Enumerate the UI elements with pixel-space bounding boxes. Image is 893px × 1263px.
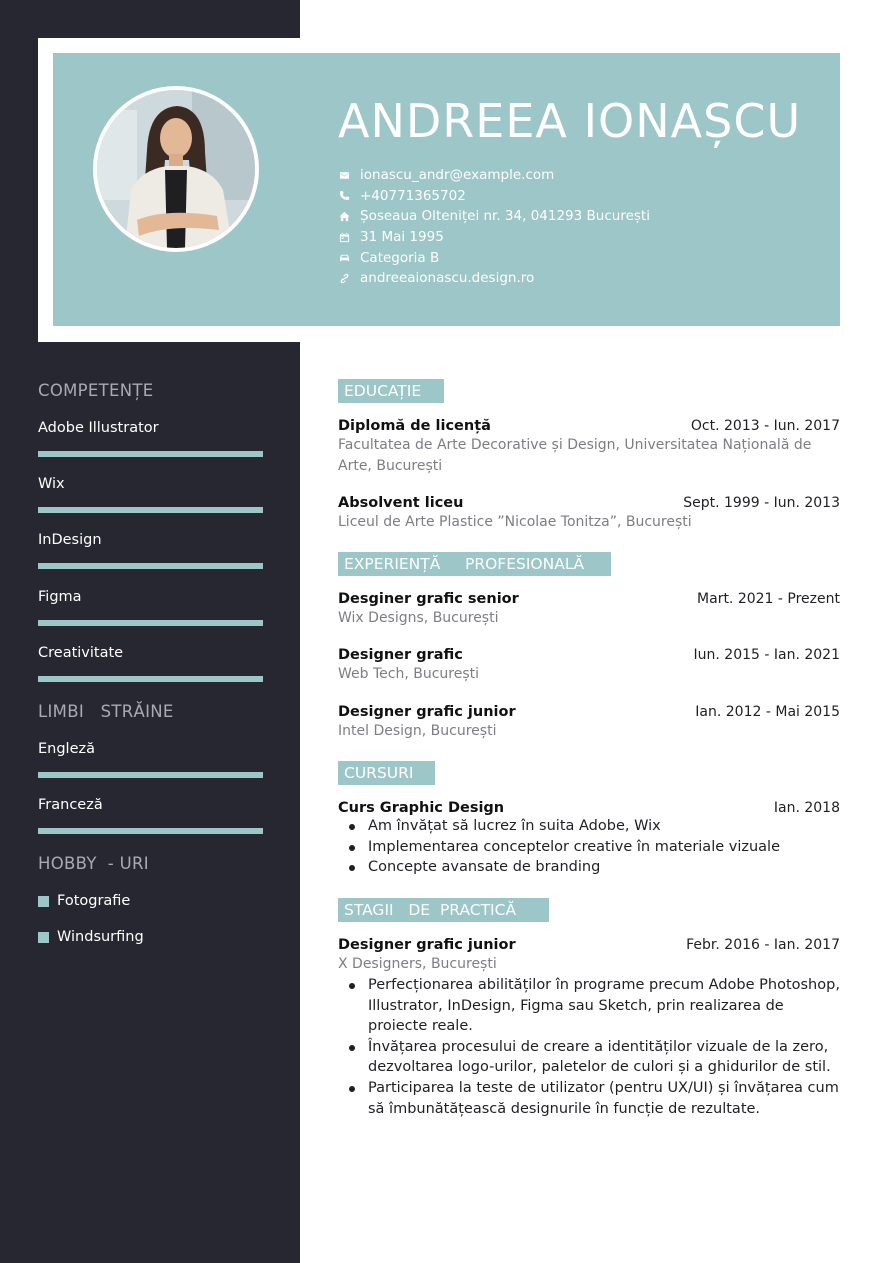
internship-bullets [338, 975, 840, 1119]
list-item: Participarea la teste de utilizator (pentru UX/UI) și învățarea cum să îmbunătățească designurile în funcție de rezultate. [338, 1078, 840, 1119]
course-entry: Curs Graphic Design Ian. 2018 Am învățat să lucrez în suita Adobe, Wix Implementarea conceptelor creative în materiale vizuale Concepte avansate de branding [338, 800, 840, 878]
contact-website[interactable]: andreeaionascu.design.ro [338, 268, 650, 289]
skill-item: Adobe Illustrator [38, 420, 263, 457]
list-item: Am învățat să lucrez în suita Adobe, Wix [338, 816, 840, 837]
education-entry: Diplomă de licență Oct. 2013 - Iun. 2017 Facultatea de Arte Decorative și Design, Universitatea Națională de Arte, București [338, 418, 840, 474]
internships-heading: STAGII DE PRACTICĂ [338, 898, 549, 922]
car-icon [338, 252, 350, 263]
calendar-icon [338, 232, 350, 243]
internship-entry: Designer grafic junior Febr. 2016 - Ian. 2017 X Designers, București Perfecționarea abilităților în programe precum Adobe Photoshop, Illustrator, InDesign, Figma sau Sketch, prin realizarea de proiecte reale. Învățarea procesului de creare a identităților vizuale de la zero, dezvoltarea logo-urilor, paletelor de culori și a ghidurilor de stil. Participarea la teste de utilizator (pentru UX/UI) și învățarea cum să îmbunătățească designurile în funcție de rezultate. [338, 937, 840, 1119]
hobby-heading: HOBBY - URI [38, 854, 149, 873]
contact-phone[interactable]: +40771365702 [338, 186, 650, 207]
square-bullet-icon [38, 932, 49, 943]
mail-icon [338, 170, 350, 181]
portrait-illustration [97, 90, 255, 248]
contact-birthdate: 31 Mai 1995 [338, 227, 650, 248]
education-heading: EDUCAȚIE [338, 379, 444, 403]
skill-item: Wix [38, 476, 263, 513]
list-item: Implementarea conceptelor creative în materiale vizuale [338, 837, 840, 858]
experience-entry: Designer grafic Iun. 2015 - Ian. 2021 Web Tech, București [338, 647, 840, 682]
phone-icon [338, 190, 350, 201]
skills-heading: COMPETENȚE [38, 381, 154, 400]
skill-item: InDesign [38, 532, 263, 569]
skill-bar [38, 451, 263, 457]
skill-bar [38, 676, 263, 682]
hobby-item: Fotografie [38, 893, 130, 909]
list-item: Perfecționarea abilităților în programe precum Adobe Photoshop, Illustrator, InDesign, Figma sau Sketch, prin realizarea de proiecte reale. [338, 975, 840, 1037]
experience-entry: Desginer grafic senior Mart. 2021 - Prezent Wix Designs, București [338, 591, 840, 626]
skill-bar [38, 563, 263, 569]
list-item: Învățarea procesului de creare a identităților vizuale de la zero, dezvoltarea logo-urilor, paletelor de culori și a ghidurilor de stil. [338, 1037, 840, 1078]
skill-bar [38, 507, 263, 513]
list-item: Concepte avansate de branding [338, 857, 840, 878]
languages-heading: LIMBI STRĂINE [38, 702, 174, 721]
skill-bar [38, 620, 263, 626]
language-bar [38, 772, 263, 778]
language-item: Engleză [38, 741, 263, 778]
skill-item: Creativitate [38, 645, 263, 682]
language-bar [38, 828, 263, 834]
skill-item: Figma [38, 589, 263, 626]
contact-email[interactable]: ionascu_andr@example.com [338, 165, 650, 186]
contact-license: Categoria B [338, 247, 650, 268]
home-icon [338, 211, 350, 222]
candidate-name: ANDREEA IONAȘCU [338, 94, 802, 148]
courses-heading: CURSURI [338, 761, 435, 785]
profile-photo [93, 86, 259, 252]
course-bullets [338, 816, 840, 878]
experience-heading: EXPERIENȚĂ PROFESIONALĂ [338, 552, 611, 576]
link-icon [338, 273, 350, 284]
contact-address: Șoseaua Olteniței nr. 34, 041293 București [338, 206, 650, 227]
square-bullet-icon [38, 896, 49, 907]
hobby-item: Windsurfing [38, 929, 144, 945]
language-item: Franceză [38, 797, 263, 834]
experience-entry: Designer grafic junior Ian. 2012 - Mai 2015 Intel Design, București [338, 704, 840, 739]
contact-list [338, 165, 650, 289]
education-entry: Absolvent liceu Sept. 1999 - Iun. 2013 Liceul de Arte Plastice ”Nicolae Tonitza”, București [338, 495, 840, 530]
